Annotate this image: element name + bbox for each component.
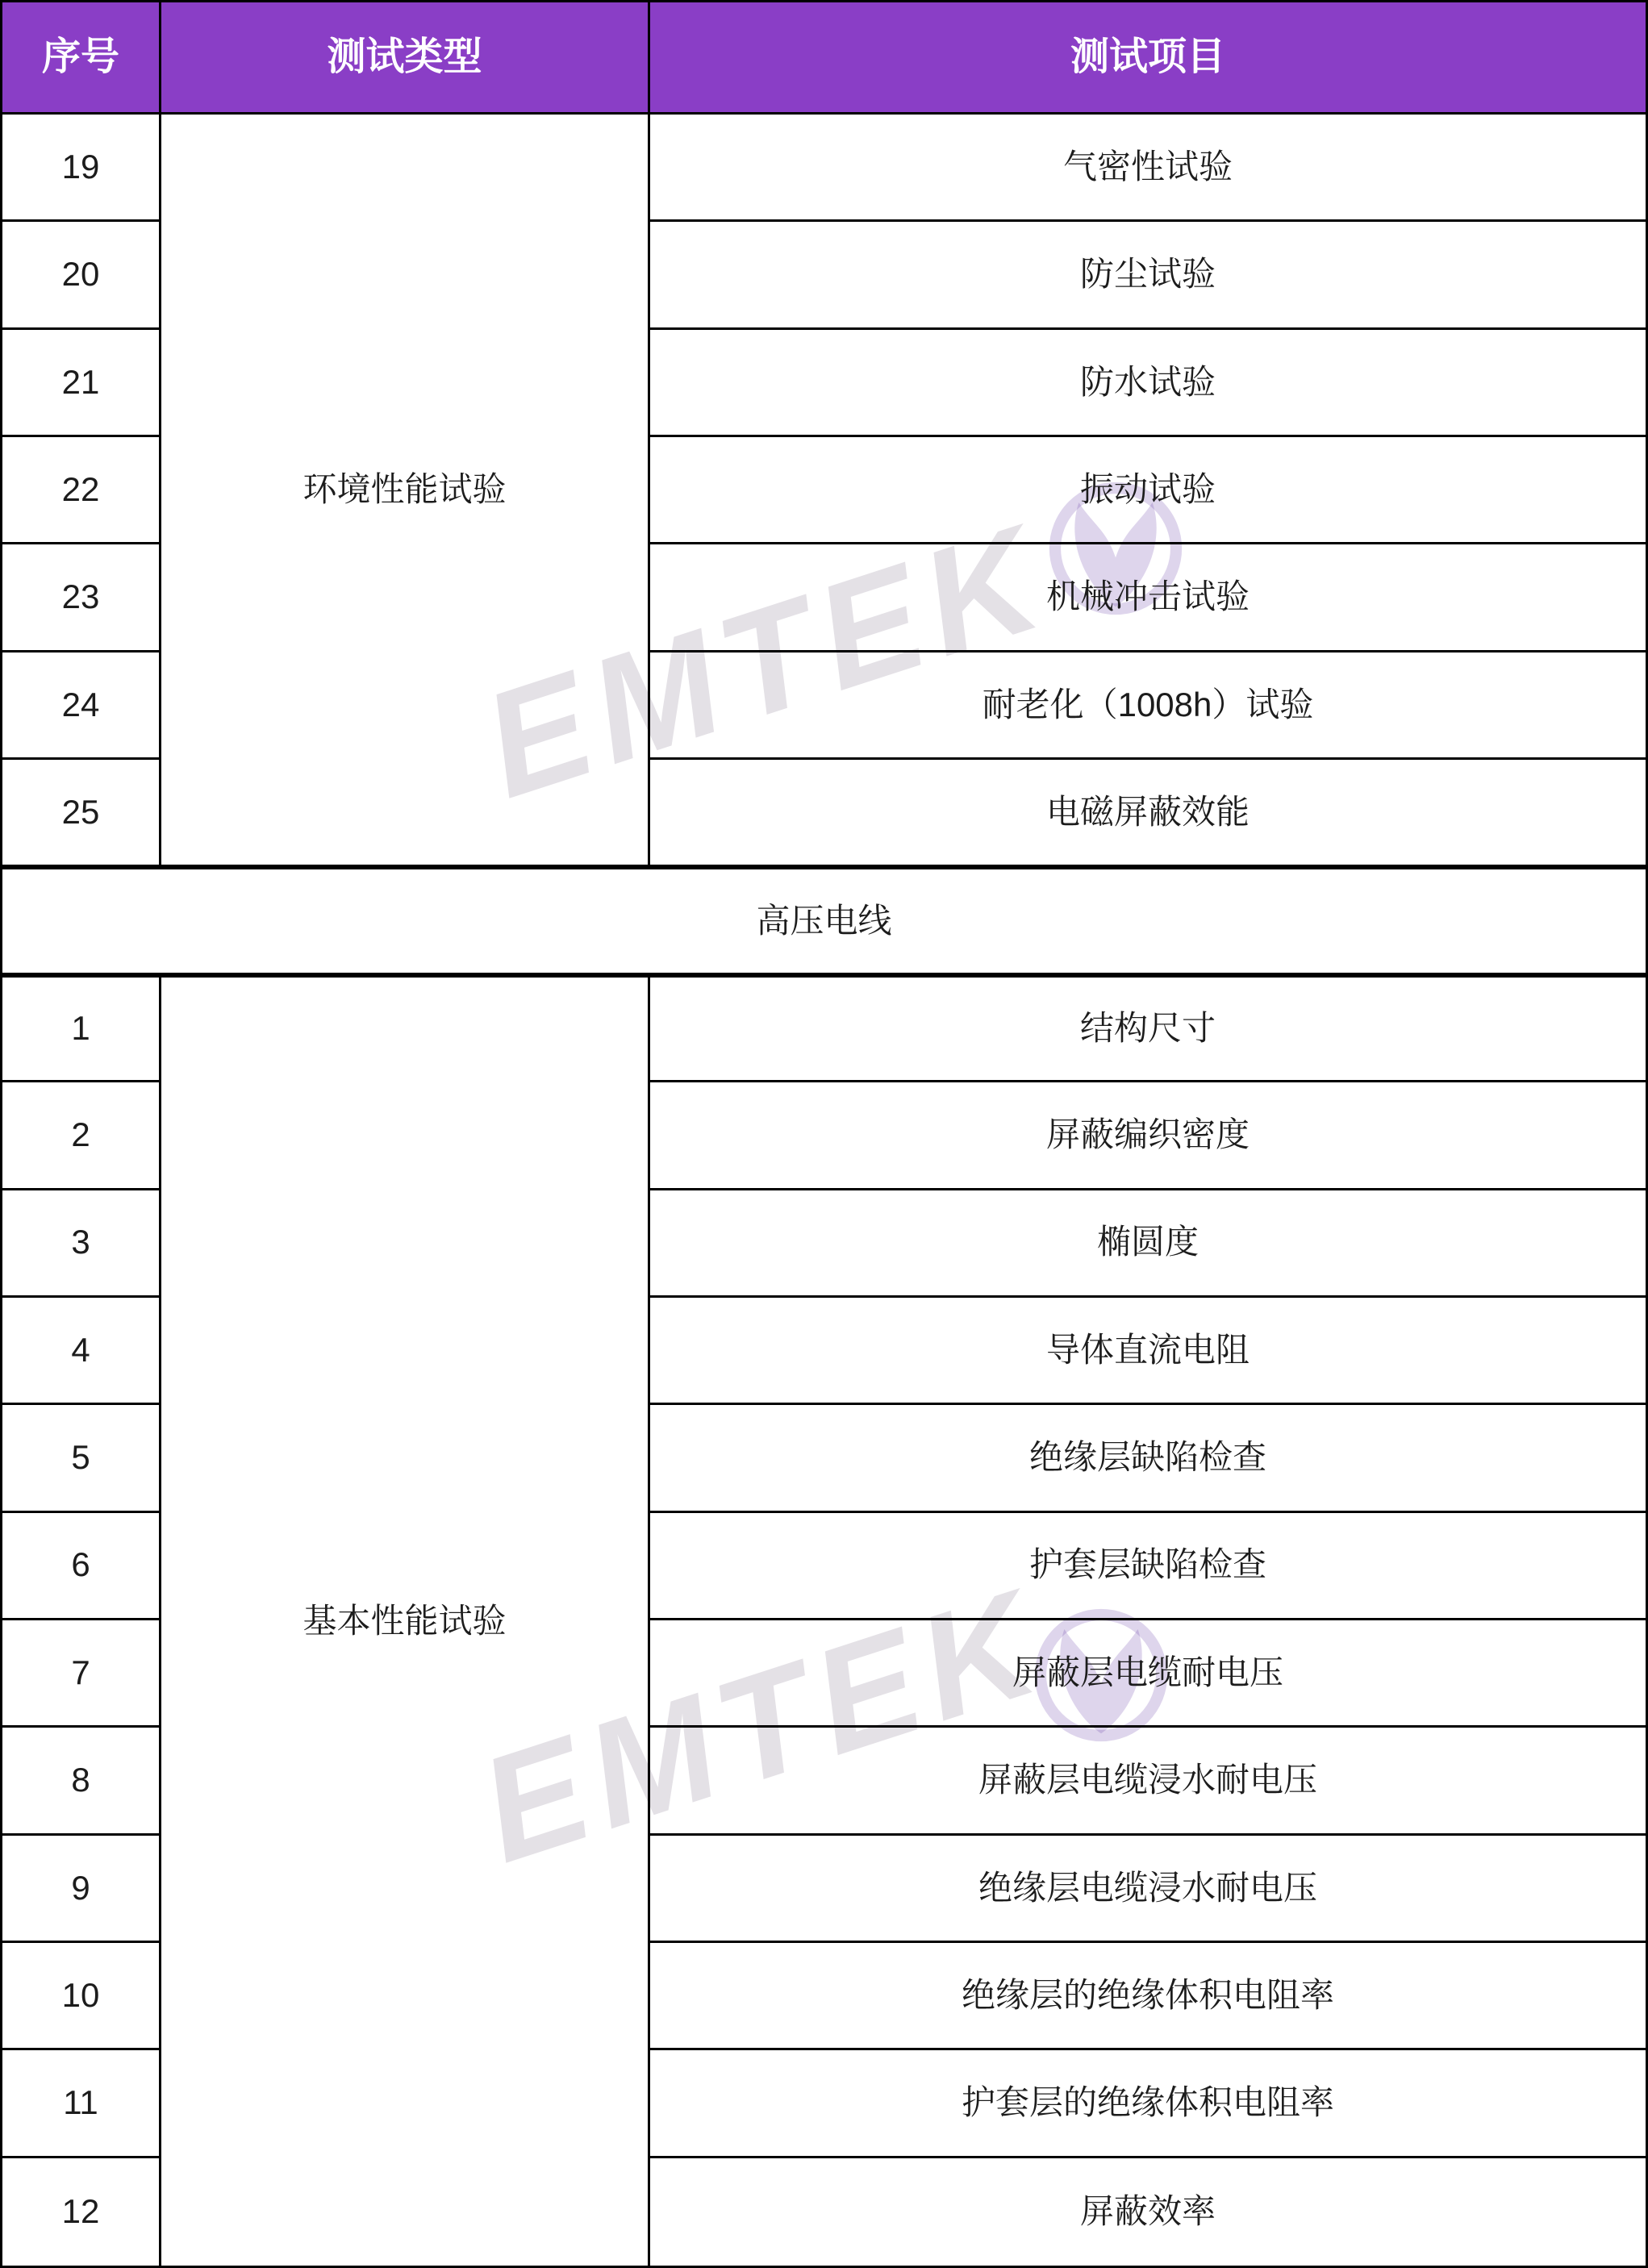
row-item: 导体直流电阻: [650, 1298, 1646, 1405]
row-item: 绝缘层缺陷检查: [650, 1405, 1646, 1512]
row-item: 机械冲击试验: [650, 544, 1646, 652]
row-item: 防水试验: [650, 330, 1646, 437]
watermark-text: EMTEK: [465, 493, 1068, 830]
header-cell-test-item: 测试项目: [650, 2, 1646, 115]
header-cell-test-type: 测试类型: [161, 2, 650, 115]
row-serial: 12: [2, 2158, 161, 2266]
row-item: 屏蔽层电缆耐电压: [650, 1620, 1646, 1728]
row-serial: 7: [2, 1620, 161, 1728]
row-serial: 6: [2, 1513, 161, 1620]
row-serial: 9: [2, 1836, 161, 1943]
row-item: 电磁屏蔽效能: [650, 760, 1646, 867]
row-serial: 25: [2, 760, 161, 867]
watermark-text: EMTEK: [461, 1557, 1065, 1895]
row-serial: 5: [2, 1405, 161, 1512]
row-serial: 19: [2, 115, 161, 222]
row-serial: 2: [2, 1082, 161, 1190]
row-item: 屏蔽效率: [1079, 2192, 1216, 2231]
row-serial: 21: [2, 330, 161, 437]
row-item: 防尘试验: [650, 222, 1646, 329]
row-item: 椭圆度: [650, 1190, 1646, 1298]
row-serial: 3: [2, 1190, 161, 1298]
row-serial: 24: [2, 652, 161, 760]
row-item: 护套层的绝缘体积电阻率: [650, 2050, 1646, 2158]
section-type-cell-basic: 基本性能试验: [161, 975, 650, 2266]
row-item: 气密性试验: [650, 115, 1646, 222]
section-type-cell-environmental: 环境性能试验: [161, 115, 650, 867]
row-serial: 11: [2, 2050, 161, 2158]
row-serial: 1: [2, 975, 161, 1082]
row-item: 结构尺寸: [650, 975, 1646, 1082]
row-item: 振动试验: [650, 437, 1646, 544]
row-serial: 20: [2, 222, 161, 329]
row-item: 护套层缺陷检查: [650, 1513, 1646, 1620]
row-serial: 8: [2, 1728, 161, 1835]
row-item: 绝缘层的绝缘体积电阻率: [650, 1943, 1646, 2050]
section-divider-row: 高压电线: [2, 867, 1646, 974]
row-serial: 10: [2, 1943, 161, 2050]
header-cell-serial: 序号: [2, 2, 161, 115]
row-serial: 22: [2, 437, 161, 544]
row-item: 耐老化（1008h）试验: [650, 652, 1646, 760]
row-serial: 23: [2, 544, 161, 652]
row-serial: 4: [2, 1298, 161, 1405]
row-item: 绝缘层电缆浸水耐电压: [650, 1836, 1646, 1943]
row-item: 屏蔽层电缆浸水耐电压: [650, 1728, 1646, 1835]
row-item: 屏蔽编织密度: [650, 1082, 1646, 1190]
